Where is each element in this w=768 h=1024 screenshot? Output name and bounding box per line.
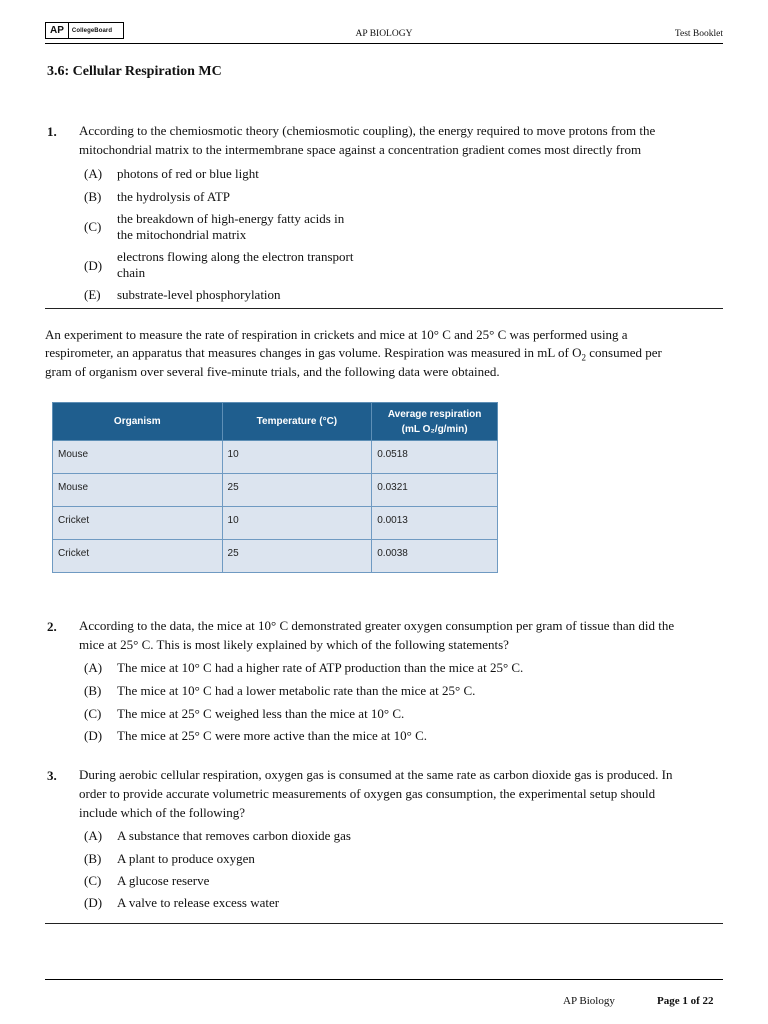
table-cell: Cricket bbox=[53, 540, 223, 573]
passage-line2-b: consumed per bbox=[586, 345, 662, 360]
q1-option-d-letter[interactable]: (D) bbox=[84, 258, 103, 273]
q1-option-c-line2[interactable]: the mitochondrial matrix bbox=[117, 227, 247, 242]
header-booklet-label: Test Booklet bbox=[674, 29, 723, 39]
table-header-organism: Organism bbox=[53, 403, 223, 441]
passage-line2-a: respirometer, an apparatus that measures changes in gas volume. Respiration was measured in mL of O bbox=[45, 345, 582, 360]
table-cell: 0.0013 bbox=[372, 507, 498, 540]
footer-page-number: Page 1 of 22 bbox=[657, 995, 714, 1007]
q1-option-d-line2[interactable]: chain bbox=[117, 265, 146, 280]
passage-line1: An experiment to measure the rate of respiration in crickets and mice at 10° C and 25° C was performed using a bbox=[45, 327, 628, 342]
q1-line2: mitochondrial matrix to the intermembrane space against a concentration gradient comes most directly from bbox=[79, 142, 642, 157]
q3-number: 3. bbox=[47, 768, 57, 783]
table-cell: Mouse bbox=[53, 474, 223, 507]
question-divider bbox=[45, 308, 723, 309]
q3-option-b-letter[interactable]: (B) bbox=[84, 851, 102, 866]
passage-o2-subscript: 2 bbox=[581, 352, 587, 363]
q2-option-b-letter[interactable]: (B) bbox=[84, 683, 102, 698]
table-header-respiration bbox=[372, 403, 498, 441]
q3-option-c-letter[interactable]: (C) bbox=[84, 873, 102, 888]
table-cell: 25 bbox=[222, 474, 372, 507]
table-row bbox=[53, 507, 498, 540]
q1-option-c-line1[interactable]: the breakdown of high-energy fatty acids in bbox=[117, 211, 345, 226]
q2-line1: According to the data, the mice at 10° C demonstrated greater oxygen consumption per gram of tissue than did the bbox=[79, 618, 675, 633]
q1-option-e[interactable]: substrate-level phosphorylation bbox=[117, 287, 281, 302]
table-header-row bbox=[53, 403, 498, 441]
q3-option-a[interactable]: A substance that removes carbon dioxide gas bbox=[117, 828, 351, 843]
table-header-temperature: Temperature (°C) bbox=[222, 403, 372, 441]
q1-option-b-letter[interactable]: (B) bbox=[84, 189, 102, 204]
q2-option-a-letter[interactable]: (A) bbox=[84, 660, 103, 675]
q2-option-d-letter[interactable]: (D) bbox=[84, 728, 103, 743]
q3-option-c[interactable]: A glucose reserve bbox=[117, 873, 210, 888]
q2-line2: mice at 25° C. This is most likely explained by which of the following statements? bbox=[79, 637, 509, 652]
footer-divider bbox=[45, 979, 723, 980]
q3-line1: During aerobic cellular respiration, oxygen gas is consumed at the same rate as carbon dioxide gas is produced. In bbox=[79, 767, 673, 782]
q2-option-c-letter[interactable]: (C) bbox=[84, 706, 102, 721]
q1-number: 1. bbox=[47, 124, 57, 139]
header-divider bbox=[45, 43, 723, 44]
question-divider bbox=[45, 923, 723, 924]
q2-option-a[interactable]: The mice at 10° C had a higher rate of ATP production than the mice at 25° C. bbox=[117, 660, 524, 675]
q2-option-b[interactable]: The mice at 10° C had a lower metabolic rate than the mice at 25° C. bbox=[117, 683, 476, 698]
table-header-respiration-line2: (mL O₂/g/min) bbox=[401, 423, 468, 435]
q3-line2: order to provide accurate volumetric measurements of oxygen gas consumption, the experimental setup should bbox=[79, 786, 656, 801]
table-row bbox=[53, 474, 498, 507]
q1-option-e-letter[interactable]: (E) bbox=[84, 287, 101, 302]
q1-line1: According to the chemiosmotic theory (chemiosmotic coupling), the energy required to move protons from the bbox=[79, 123, 656, 138]
table-cell: 0.0321 bbox=[372, 474, 498, 507]
table-cell: 0.0038 bbox=[372, 540, 498, 573]
q1-option-c-letter[interactable]: (C) bbox=[84, 219, 102, 234]
q1-option-a-letter[interactable]: (A) bbox=[84, 166, 103, 181]
q3-line3: include which of the following? bbox=[79, 805, 246, 820]
q3-option-b[interactable]: A plant to produce oxygen bbox=[117, 851, 255, 866]
logo-ap-text: AP bbox=[46, 23, 69, 38]
page-title: 3.6: Cellular Respiration MC bbox=[47, 64, 222, 79]
q1-option-b[interactable]: the hydrolysis of ATP bbox=[117, 189, 231, 204]
table-row bbox=[53, 441, 498, 474]
table-header-respiration-line1: Average respiration bbox=[387, 408, 482, 420]
q2-option-d[interactable]: The mice at 25° C were more active than the mice at 10° C. bbox=[117, 728, 428, 743]
footer-subject: AP Biology bbox=[563, 995, 615, 1007]
q3-option-d[interactable]: A valve to release excess water bbox=[117, 895, 280, 910]
q2-number: 2. bbox=[47, 619, 57, 634]
table-cell: Mouse bbox=[53, 441, 223, 474]
passage-line3: gram of organism over several five-minute trials, and the following data were obtained. bbox=[45, 364, 500, 379]
respiration-data-table bbox=[52, 402, 498, 573]
table-cell: 0.0518 bbox=[372, 441, 498, 474]
q2-option-c[interactable]: The mice at 25° C weighed less than the mice at 10° C. bbox=[117, 706, 405, 721]
logo-collegeboard-text: CollegeBoard bbox=[71, 27, 113, 34]
q3-option-d-letter[interactable]: (D) bbox=[84, 895, 103, 910]
q3-option-a-letter[interactable]: (A) bbox=[84, 828, 103, 843]
table-cell: 25 bbox=[222, 540, 372, 573]
table-row bbox=[53, 540, 498, 573]
header-subject: AP BIOLOGY bbox=[355, 29, 413, 39]
table-cell: 10 bbox=[222, 441, 372, 474]
q1-option-d-line1[interactable]: electrons flowing along the electron transport bbox=[117, 249, 354, 264]
table-cell: 10 bbox=[222, 507, 372, 540]
q1-option-a[interactable]: photons of red or blue light bbox=[117, 166, 259, 181]
table-cell: Cricket bbox=[53, 507, 223, 540]
